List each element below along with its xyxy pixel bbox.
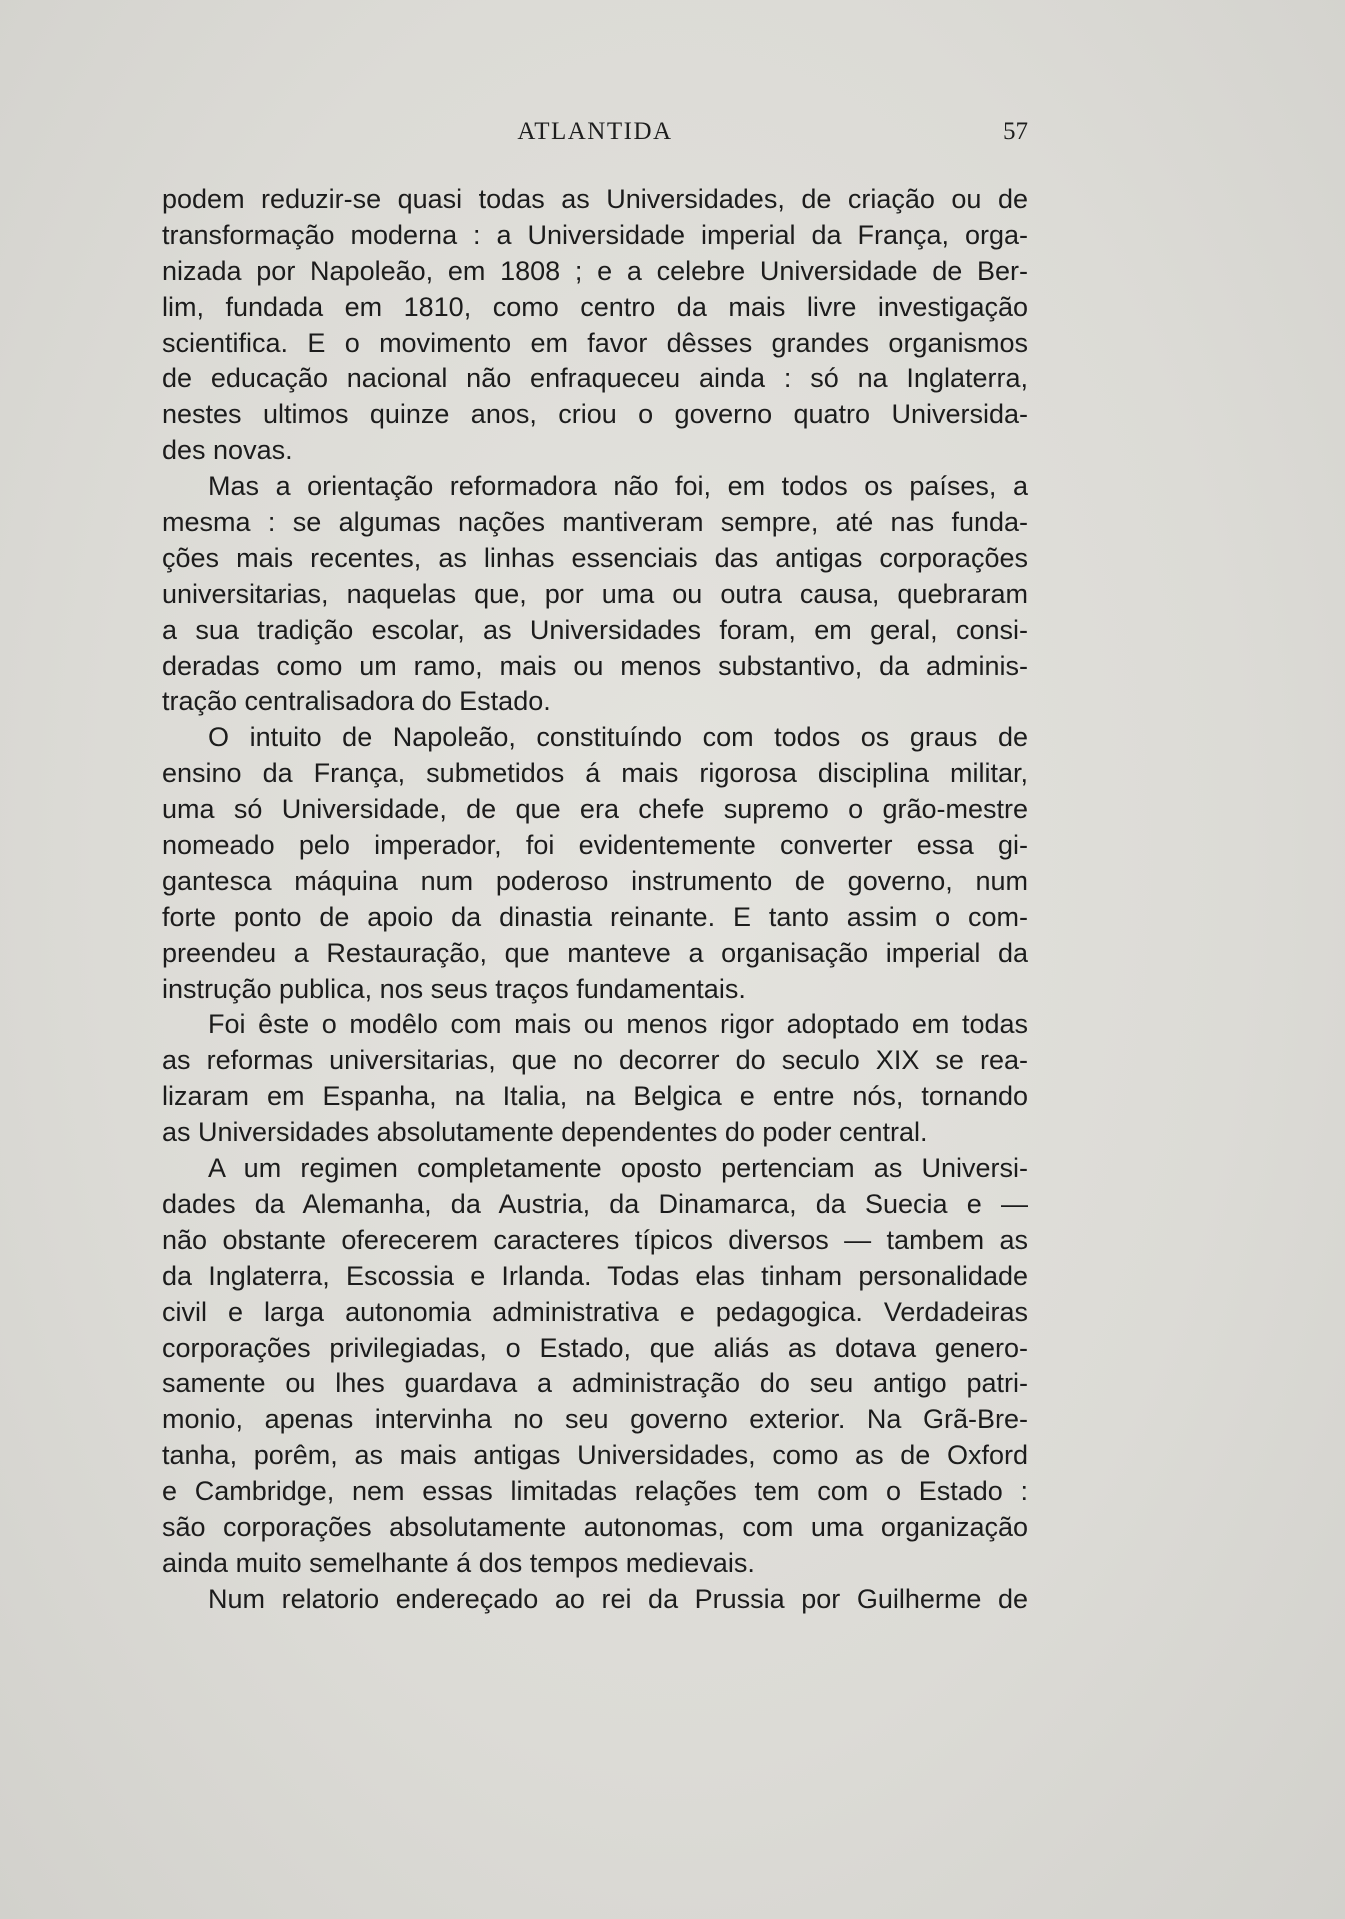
text-line: Foi êste o modêlo com mais ou menos rigor adoptado em todas [208,1009,1028,1040]
text-line: mesma : se algumas nações mantiveram sempre, até nas funda- [162,507,1028,538]
text-line: ensino da França, submetidos á mais rigorosa disciplina militar, [162,758,1028,789]
text-line: Mas a orientação reformadora não foi, em todos os países, a [208,471,1028,502]
text-line: de educação nacional não enfraqueceu ainda : só na Inglaterra, [162,363,1028,394]
text-line: não obstante oferecerem caracteres típicos diversos — tambem as [162,1224,1028,1255]
text-line: as Universidades absolutamente dependentes do poder central. [162,1117,928,1148]
text-line: forte ponto de apoio da dinastia reinante. E tanto assim o com- [162,901,1028,932]
text-line: des novas. [162,435,293,466]
text-line: ainda muito semelhante á dos tempos medievais. [162,1547,755,1578]
text-line: as reformas universitarias, que no decorrer do seculo XIX se rea- [162,1045,1028,1076]
text-line: lizaram em Espanha, na Italia, na Belgica e entre nós, tornando [162,1081,1028,1112]
text-line: nizada por Napoleão, em 1808 ; e a celebre Universidade de Ber- [162,255,1028,286]
text-line: universitarias, naquelas que, por uma ou outra causa, quebraram [162,578,1028,609]
text-line: instrução publica, nos seus traços fundamentais. [162,973,746,1004]
text-line: A um regimen completamente oposto pertenciam as Universi- [208,1153,1028,1184]
text-line: civil e larga autonomia administrativa e pedagogica. Verdadeiras [162,1296,1028,1327]
text-line: podem reduzir-se quasi todas as Universidades, de criação ou de [162,184,1028,214]
text-line: ções mais recentes, as linhas essenciais das antigas corporações [162,542,1028,573]
text-line: corporações privilegiadas, o Estado, que aliás as dotava genero- [162,1332,1028,1363]
page-number: 57 [1003,118,1028,145]
text-line: preendeu a Restauração, que manteve a organisação imperial da [162,937,1028,968]
text-line: tanha, porêm, as mais antigas Universidades, como as de Oxford [162,1440,1028,1471]
text-line: dades da Alemanha, da Austria, da Dinamarca, da Suecia e — [162,1188,1028,1219]
text-line: nestes ultimos quinze anos, criou o governo quatro Universida- [162,399,1028,430]
text-line: a sua tradição escolar, as Universidades foram, em geral, consi- [162,614,1028,645]
text-line: nomeado pelo imperador, foi evidentemente converter essa gi- [162,830,1028,861]
running-title: ATLANTIDA [517,118,673,145]
text-line: O intuito de Napoleão, constituíndo com todos os graus de [208,722,1028,753]
running-header [162,118,1028,158]
text-line: transformação moderna : a Universidade imperial da França, orga- [162,219,1028,250]
text-line: deradas como um ramo, mais ou menos substantivo, da adminis- [162,650,1028,681]
text-line: lim, fundada em 1810, como centro da mais livre investigação [162,291,1028,322]
text-line: da Inglaterra, Escossia e Irlanda. Todas elas tinham personalidade [162,1260,1028,1291]
text-line: Num relatorio endereçado ao rei da Prussia por Guilherme de [208,1583,1028,1614]
text-line: samente ou lhes guardava a administração do seu antigo patri- [162,1368,1028,1399]
text-line: e Cambridge, nem essas limitadas relações tem com o Estado : [162,1476,1028,1507]
text-line: gantesca máquina num poderoso instrumento de governo, num [162,865,1028,896]
text-line: monio, apenas intervinha no seu governo exterior. Na Grã-Bre- [162,1404,1028,1435]
body-text [162,182,1028,1618]
text-line: tração centralisadora do Estado. [162,686,551,717]
text-line: são corporações absolutamente autonomas, com uma organização [162,1511,1028,1542]
text-line: uma só Universidade, de que era chefe supremo o grão-mestre [162,794,1028,825]
text-line: scientifica. E o movimento em favor dêsses grandes organismos [162,327,1028,358]
